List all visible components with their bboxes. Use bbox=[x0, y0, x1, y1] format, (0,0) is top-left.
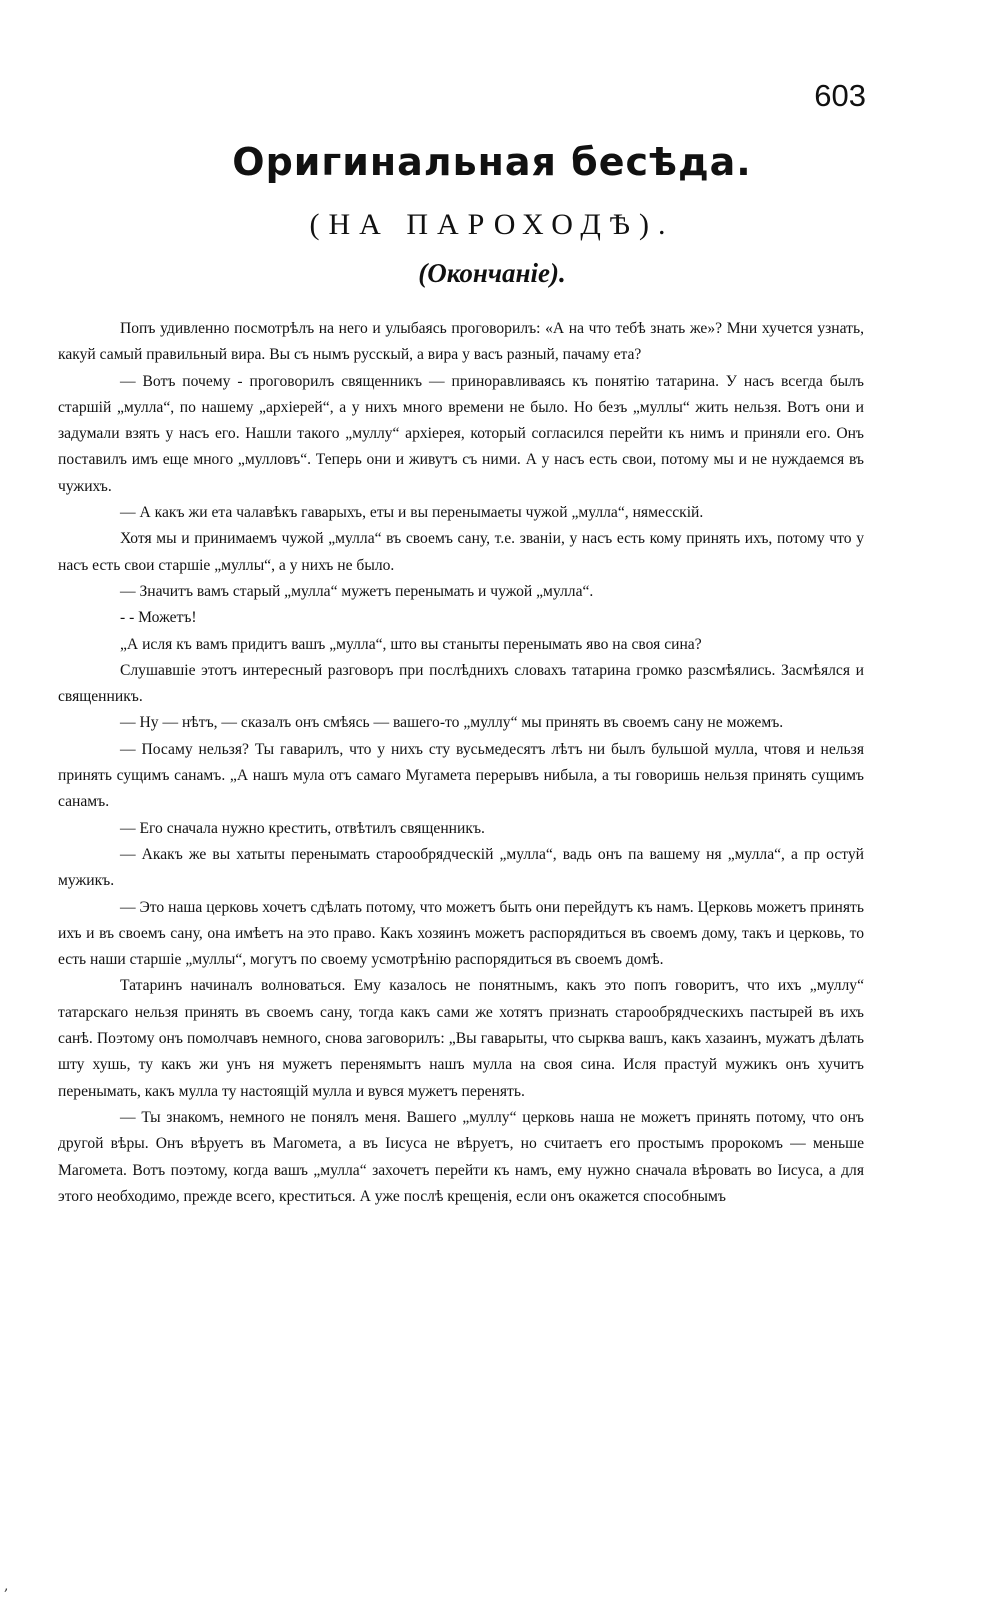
paragraph: — Вотъ почему - проговорилъ священникъ — приноравливаясь къ понятію татарина. У насъ всегда былъ старшій „мулла“, по нашему „архіерей“, а у нихъ много времени не было. Но безъ „муллы“ жить нельзя. Вотъ они и задумали взять у насъ его. Нашли такого „муллу“ архіерея, который согласился перейти къ нимъ и приняли его. Онъ поставилъ имъ еще много „мулловъ“. Теперь они и живутъ съ ними. А у насъ есть свои, потому мы и не нуждаемся въ чужихъ. bbox=[58, 372, 864, 495]
paragraph: — Ты знакомъ, немного не понялъ меня. Вашего „муллу“ церковь наша не можетъ принять потому, что онъ другой вѣры. Онъ вѣруетъ въ Магомета, а въ Іисуса не вѣруетъ, но считаетъ его простымъ пророкомъ — меньше Магомета. Вотъ поэтому, когда вашъ „мулла“ захочетъ перейти къ намъ, ему нужно сначала вѣровать во Іисуса, а для этого необходимо, прежде всего, креститься. А уже послѣ крещенія, если онъ окажется способнымъ bbox=[58, 1108, 864, 1205]
paragraph: — Посаму нельзя? Ты гаварилъ, что у нихъ сту вусьмедесятъ лѣтъ ни былъ бульшой мулла, чтовя и нельзя принять сущимъ санамъ. „А нашъ мула отъ самаго Мугамета перерывъ нибыла, а ты говоришь нельзя принять сущимъ санамъ. bbox=[58, 740, 864, 811]
paragraph: - - Можетъ! bbox=[120, 609, 197, 627]
paragraph: Попъ удивленно посмотрѣлъ на него и улыбаясь проговорилъ: «А на что тебѣ знать же»? Мни хучется узнать, какуй самый правильный вира. Вы съ нымъ русскый, а вира у васъ разный, пачаму ета? bbox=[58, 320, 864, 364]
paragraph: „А исля къ вамъ придитъ вашъ „мулла“, што вы станыты перенымать яво на своя сина? bbox=[120, 635, 702, 653]
paragraph: — А какъ жи ета чалавѣкъ гаварыхъ, еты и вы перенымаеты чужой „мулла“, нямесскій. bbox=[120, 504, 704, 522]
paragraph: Татаринъ начиналъ волноваться. Ему казалось не понятнымъ, какъ это попъ говоритъ, что ихъ „муллу“ татарскаго нельзя принять въ своемъ сану, тогда какъ сами же хотятъ признать старообрядческихъ пастырей въ ихъ санѣ. Поэтому онъ помолчавъ немного, снова заговорилъ: „Вы гаварыты, что сырква вашъ, какъ хазаинъ, мужатъ дѣлать шту хушь, ту какъ жи унъ ня мужетъ перенямытъ нашъ мулла на своя сина. Исля прастуй мужикъ онъ хучитъ перенымать, какъ мулла ту настоящій мулла и вувся мужетъ перенять. bbox=[58, 977, 864, 1100]
paragraph: Хотя мы и принимаемъ чужой „мулла“ въ своемъ сану, т.е. званіи, у насъ есть кому принять ихъ, потому что у насъ есть свои старшіе „муллы“, а у нихъ не было. bbox=[58, 530, 864, 574]
continuation-note: (Окончаніе). bbox=[418, 258, 566, 288]
paragraph: — Ну — нѣтъ, — сказалъ онъ смѣясь — вашего-то „муллу“ мы принять въ своемъ сану не можемъ. bbox=[120, 714, 784, 732]
article-subtitle: (НА ПАРОХОДѢ). bbox=[309, 208, 675, 241]
article-body bbox=[58, 316, 864, 1210]
page-number: 603 bbox=[814, 78, 866, 113]
paragraph: — Акакъ же вы хатыты перенымать старообрядческій „мулла“, вадь онъ па вашему ня „мулла“, а пр остуй мужикъ. bbox=[58, 845, 864, 890]
paragraph: Слушавшіе этотъ интересный разговоръ при послѣднихъ словахъ татарина громко разсмѣялись. Засмѣялся и священникъ. bbox=[58, 661, 864, 706]
paragraph: — Значитъ вамъ старый „мулла“ мужетъ перенымать и чужой „мулла“. bbox=[120, 582, 594, 600]
paragraph: — Это наша церковь хочетъ сдѣлать потому, что можетъ быть они перейдутъ къ намъ. Церковь можетъ принять ихъ и въ своемъ сану, она имѣетъ на это право. Какъ хозяинъ можетъ распорядиться въ своемъ дому, такъ и церковь, то есть наши старшіе „муллы“, могутъ по своему усмотрѣнію распорядиться въ своемъ домѣ. bbox=[58, 898, 864, 969]
paragraph: — Его сначала нужно крестить, отвѣтилъ священникъ. bbox=[120, 819, 485, 837]
scan-speck: , bbox=[4, 1578, 9, 1594]
article-title: Оригинальная бесѣда. bbox=[232, 140, 752, 184]
